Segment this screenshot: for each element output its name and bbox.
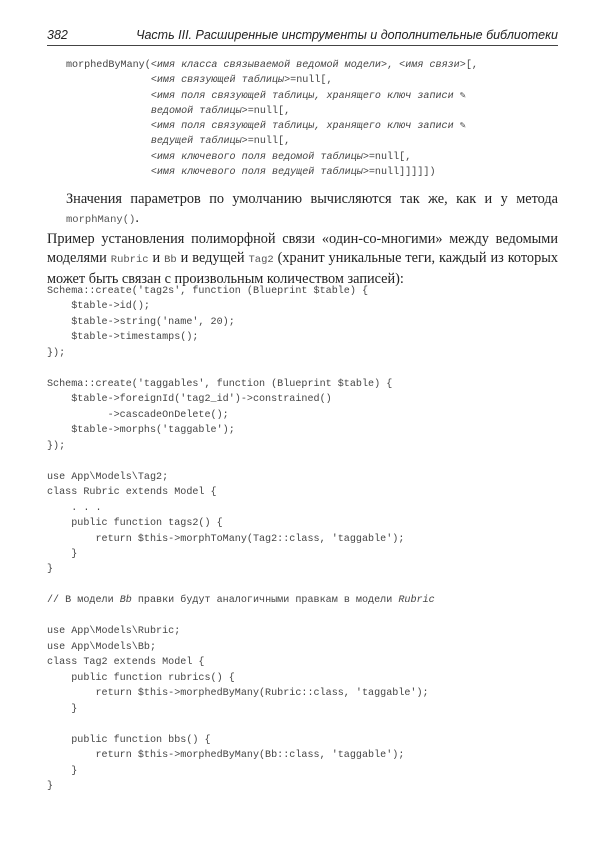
code-segment: public function tags2() { bbox=[47, 518, 223, 530]
code-line bbox=[66, 58, 478, 73]
code-segment: ведущей таблицы> bbox=[150, 136, 248, 148]
code-line bbox=[47, 671, 435, 686]
code-line bbox=[66, 134, 478, 149]
code-segment: } bbox=[47, 781, 54, 792]
code-segment: $table->timestamps(); bbox=[47, 332, 199, 344]
running-header bbox=[47, 28, 558, 46]
paragraph-example bbox=[47, 230, 558, 289]
code-line bbox=[47, 408, 435, 423]
text: (хранит уникальные теги, каждый из которых может быть связан с произвольным количеством записей): bbox=[47, 250, 558, 287]
code-segment bbox=[66, 106, 151, 117]
code-line bbox=[66, 165, 478, 180]
code-segment: [, bbox=[465, 60, 478, 71]
text: и ведущей bbox=[176, 250, 249, 266]
code-segment bbox=[66, 91, 151, 102]
code-line bbox=[66, 104, 478, 119]
code-line bbox=[47, 485, 435, 500]
code-segment: ✎ bbox=[459, 121, 466, 133]
code-line bbox=[47, 470, 435, 485]
code-segment: <имя связующей таблицы> bbox=[150, 75, 291, 87]
code-segment: . . . bbox=[47, 502, 102, 514]
code-segment: $table->morphs('taggable'); bbox=[47, 425, 235, 437]
code-segment bbox=[66, 167, 151, 178]
code-segment: use App\Models\Rubric; bbox=[47, 626, 181, 638]
text: и bbox=[148, 250, 165, 266]
inline-code: Rubric bbox=[110, 254, 149, 266]
code-segment: } bbox=[47, 564, 54, 576]
code-line bbox=[47, 315, 435, 330]
code-line bbox=[47, 439, 435, 454]
code-segment: $table->foreignId('tag2_id')->constrained() bbox=[47, 394, 332, 406]
code-line bbox=[47, 501, 435, 516]
chapter-title: Часть III. Расширенные инструменты и дополнительные библиотеки bbox=[136, 28, 558, 42]
code-segment: public function rubrics() { bbox=[47, 672, 235, 684]
text: Пример установления полиморфной связи «один-со-многими» между ведомыми моделями bbox=[47, 231, 558, 266]
code-segment: return $this->morphedByMany(Rubric::class, 'taggable'); bbox=[47, 688, 429, 700]
code-segment: public function bbs() { bbox=[47, 734, 211, 746]
code-segment: ✎ bbox=[459, 90, 466, 102]
code-segment: morphedByMany( bbox=[66, 60, 151, 71]
code-line bbox=[47, 578, 435, 593]
code-segment: Schema::create('taggables', function (Blueprint $table) { bbox=[47, 378, 393, 390]
page-number: 382 bbox=[47, 28, 68, 42]
code-line bbox=[47, 547, 435, 562]
code-line bbox=[47, 655, 435, 670]
code-segment: Rubric bbox=[398, 595, 435, 607]
code-segment: $table->id(); bbox=[47, 301, 150, 313]
code-line bbox=[47, 284, 435, 299]
code-line bbox=[47, 717, 435, 732]
code-line bbox=[66, 150, 478, 165]
code-segment: }); bbox=[47, 440, 66, 452]
code-line bbox=[47, 562, 435, 577]
code-segment: class Tag2 extends Model { bbox=[47, 657, 205, 669]
code-line bbox=[47, 454, 435, 469]
code-line bbox=[47, 779, 435, 794]
code-segment: =null[, bbox=[247, 136, 291, 148]
code-segment: ->cascadeOnDelete(); bbox=[47, 409, 229, 421]
code-segment: =null[, bbox=[368, 151, 412, 163]
code-line bbox=[66, 73, 478, 88]
code-segment: // В модели bbox=[47, 595, 120, 607]
code-line bbox=[47, 748, 435, 763]
code-segment: <имя поля связующей таблицы, хранящего ключ записи bbox=[150, 121, 460, 133]
code-segment: =null]]]]]) bbox=[368, 167, 436, 179]
code-line bbox=[47, 392, 435, 407]
code-line bbox=[47, 640, 435, 655]
paragraph-defaults bbox=[66, 190, 558, 230]
code-segment: <имя класса связываемой ведомой модели> bbox=[150, 60, 388, 71]
code-segment bbox=[66, 152, 151, 163]
code-line bbox=[47, 299, 435, 314]
code-segment: =null[, bbox=[290, 75, 333, 87]
code-segment: return $this->morphedByMany(Bb::class, 'taggable'); bbox=[47, 750, 405, 762]
code-segment: <имя ключевого поля ведущей таблицы> bbox=[150, 167, 369, 179]
inline-code: morphMany() bbox=[66, 214, 136, 226]
code-segment bbox=[66, 121, 151, 132]
code-segment: =null[, bbox=[247, 105, 291, 117]
method-signature bbox=[66, 58, 478, 180]
code-line bbox=[47, 361, 435, 376]
text: . bbox=[135, 210, 139, 226]
code-segment: return $this->morphToMany(Tag2::class, 'taggable'); bbox=[47, 533, 405, 545]
code-line bbox=[47, 330, 435, 345]
code-segment: class Rubric extends Model { bbox=[47, 487, 217, 499]
code-segment: }); bbox=[47, 347, 66, 359]
code-segment: $table->string('name', 20); bbox=[47, 316, 235, 328]
code-line bbox=[66, 89, 478, 104]
code-line bbox=[47, 423, 435, 438]
code-segment: Schema::create('tag2s', function (Blueprint $table) { bbox=[47, 286, 369, 297]
code-line bbox=[47, 346, 435, 361]
code-segment bbox=[66, 136, 151, 147]
code-segment: <имя связи> bbox=[399, 60, 466, 71]
inline-code: Tag2 bbox=[248, 254, 274, 266]
code-line bbox=[47, 609, 435, 624]
code-segment: <имя ключевого поля ведомой таблицы> bbox=[150, 151, 369, 163]
code-segment: } bbox=[47, 548, 78, 560]
code-segment: use App\Models\Tag2; bbox=[47, 471, 169, 483]
inline-code: Bb bbox=[164, 254, 177, 266]
code-line bbox=[47, 686, 435, 701]
code-line bbox=[47, 764, 435, 779]
code-line bbox=[47, 532, 435, 547]
code-segment bbox=[66, 75, 151, 86]
code-line bbox=[47, 593, 435, 608]
code-line bbox=[47, 733, 435, 748]
code-segment: use App\Models\Bb; bbox=[47, 641, 157, 653]
code-segment: } bbox=[47, 765, 78, 777]
code-segment: , bbox=[387, 60, 400, 71]
code-segment: <имя поля связующей таблицы, хранящего ключ записи bbox=[150, 90, 460, 102]
code-segment: ведомой таблицы> bbox=[150, 105, 248, 117]
code-line bbox=[66, 119, 478, 134]
code-line bbox=[47, 624, 435, 639]
code-line bbox=[47, 516, 435, 531]
code-line bbox=[47, 377, 435, 392]
text: Значения параметров по умолчанию вычисляются так же, как и у метода bbox=[66, 191, 558, 207]
code-listing bbox=[47, 284, 435, 794]
code-segment: } bbox=[47, 703, 78, 715]
code-line bbox=[47, 702, 435, 717]
code-segment: Bb bbox=[119, 595, 132, 607]
code-segment: правки будут аналогичными правкам в модели bbox=[131, 595, 399, 607]
